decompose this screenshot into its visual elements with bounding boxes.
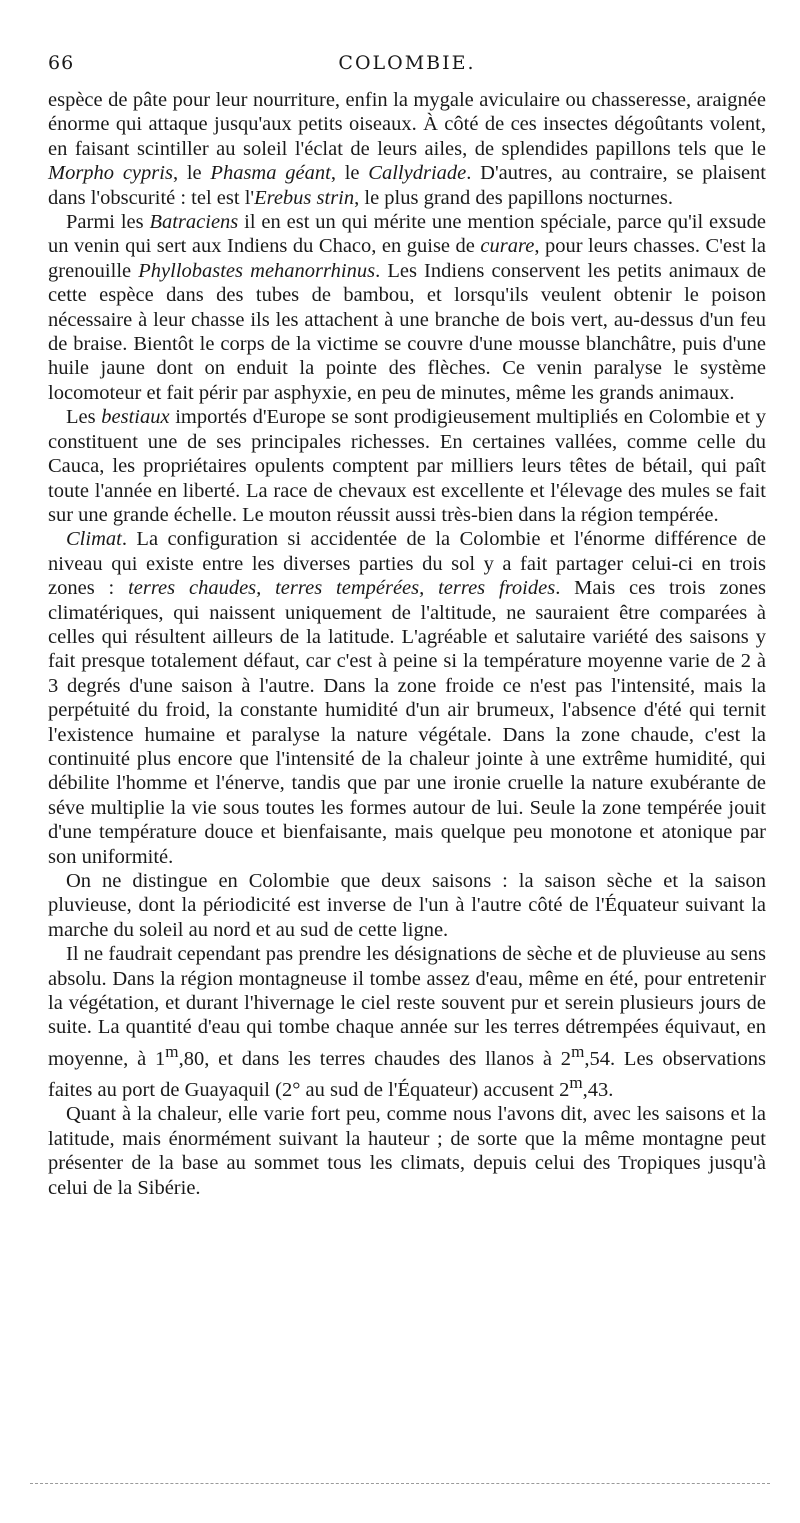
text-run: , le plus grand des papillons nocturnes. [354, 186, 673, 209]
text-run: Il ne faudrait cependant pas prendre les désignations de sèche et de pluvieuse au sens absolu. Dans la région montagneuse il tombe assez d'eau, même en été, pour entretenir la végétation, et durant l'hivernage le ciel reste souvent pur et serein plusieurs jours de suite. La quantité d'eau qui tombe chaque année sur les terres détrempées équivaut, en moyenne, à 1 [48, 943, 766, 1070]
italic-term: Morpho cypris [48, 162, 173, 185]
italic-term: Callydriade [368, 162, 467, 185]
text-run: Parmi les [66, 211, 150, 234]
text-run: ,43. [582, 1078, 614, 1101]
text-run: , pour leurs chasses. C'est la grenouille [48, 235, 766, 282]
running-header [48, 52, 766, 88]
text-run: . D'autres, au contraire, se plaisent dans l'obscurité : tel est l' [48, 162, 766, 209]
text-run: ,54. Les observations faites au port de Guayaquil (2° au sud de l'Équateur) accusent 2 [48, 1047, 766, 1101]
bottom-rule [30, 1483, 770, 1484]
text-run: ,80, et dans les terres chaudes des llanos à 2 [178, 1047, 572, 1070]
paragraph [48, 88, 766, 210]
text-run: , le [330, 162, 369, 185]
italic-term: Climat [66, 528, 122, 551]
paragraph [48, 527, 766, 869]
text-run: Quant à la chaleur, elle varie fort peu, comme nous l'avons dit, avec les saisons et la latitude, mais énormément suivant la hauteur ; de sorte que la même montagne peut présenter de la base au sommet tous les climats, depuis celui des Tropiques jusqu'à celui de la Sibérie. [48, 1103, 766, 1199]
italic-term: Batraciens [149, 211, 239, 234]
text-run: il en est un qui mérite une mention spéciale, parce qu'il exsude un venin qui sert aux Indiens du Chaco, en guise de [48, 211, 766, 258]
text-run: espèce de pâte pour leur nourriture, enfin la mygale aviculaire ou chasseresse, araignée énorme qui attaque jusqu'aux petits oiseaux. À côté de ces insectes dégoûtants volent, en faisant scintiller au soleil l'éclat de leurs ailes, de splendides papillons tels que le [48, 89, 766, 160]
paragraph [48, 942, 766, 1102]
superscript: m [165, 1041, 179, 1061]
paragraph [48, 869, 766, 942]
text-run: importés d'Europe se sont prodigieusement multipliés en Colombie et y constituent une de ses principales richesses. En certaines vallées, comme celle du Cauca, les propriétaires opulents comptent par milliers leurs têtes de bétail, qui paît toute l'année en liberté. La race de chevaux est excellente et l'élevage des mules se fait sur une grande échelle. Le mouton réussit aussi très-bien dans la région tempérée. [48, 406, 766, 526]
running-title: COLOMBIE. [338, 52, 476, 74]
italic-term: Phyllobastes mehanorrhinus [138, 259, 376, 282]
superscript: m [569, 1073, 583, 1093]
text-run: . Mais ces trois zones climatériques, qui naissent uniquement de l'altitude, ne sauraient être comparées à celles qui résultent ailleurs de la latitude. L'agréable et salutaire variété des saisons y fait presque totalement défaut, car c'est à peine si la température moyenne varie de 2 à 3 degrés d'une saison à l'autre. Dans la zone froide ce n'est pas l'intensité, mais la perpétuité du froid, la constante humidité d'un air brumeux, l'absence d'été qui ternit l'existence humaine et paralyse la nature végétale. Dans la zone chaude, c'est la continuité plus encore que l'intensité de la chaleur jointe à une extrême humidité, qui débilite l'homme et l'énerve, tandis que par une ironie cruelle la nature exubérante de séve multiplie la vie sous toutes les formes autour de lui. Seule la zone tempérée jouit d'une température douce et bienfaisante, mais quelque peu monotone et atonique par son uniformité. [48, 577, 766, 868]
text-run: , le [172, 162, 211, 185]
italic-term: terres chaudes, terres tempérées, terres froides [128, 577, 556, 600]
page-number: 66 [48, 52, 75, 74]
italic-term: curare [480, 235, 535, 258]
italic-term: Phasma géant [210, 162, 331, 185]
paragraph [48, 210, 766, 405]
text-run: Les [66, 406, 102, 429]
paragraph [48, 1102, 766, 1200]
superscript: m [571, 1041, 585, 1061]
paragraph [48, 405, 766, 527]
italic-term: Erebus strin [254, 186, 355, 209]
body-text [48, 88, 766, 1200]
text-run: . Les Indiens conservent les petits animaux de cette espèce dans des tubes de bambou, et lorsqu'ils veulent obtenir le poison nécessaire à leur chasse ils les attachent à une branche de bois vert, au-dessus d'un feu de braise. Bientôt le corps de la victime se couvre d'une mousse blanchâtre, puis d'une huile jaune dont on enduit la pointe des flèches. Ce venin paralyse le système locomoteur et fait périr par asphyxie, en peu de minutes, même les grands animaux. [48, 259, 766, 404]
text-run: On ne distingue en Colombie que deux saisons : la saison sèche et la saison pluvieuse, dont la périodicité est inverse de l'un à l'autre côté de l'Équateur suivant la marche du soleil au nord et au sud de cette ligne. [48, 870, 766, 941]
italic-term: bestiaux [101, 406, 170, 429]
text-run: . La configuration si accidentée de la Colombie et l'énorme différence de niveau qui existe entre les diverses parties du sol y a fait partager celui-ci en trois zones : [48, 528, 766, 600]
